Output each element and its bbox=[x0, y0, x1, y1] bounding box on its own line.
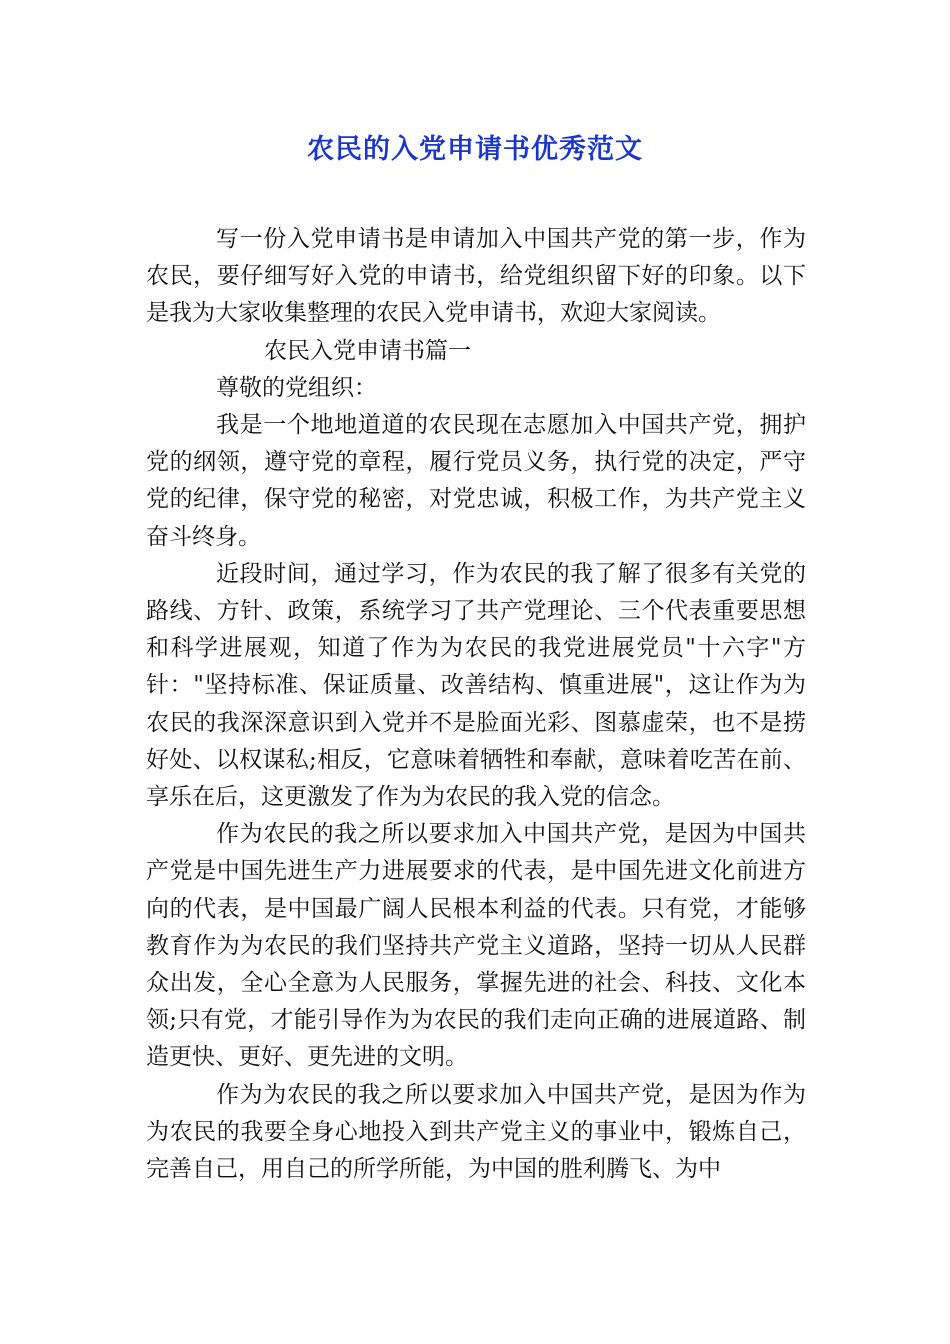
body-paragraph: 作为农民的我之所以要求加入中国共产党，是因为中国共产党是中国先进生产力进展要求的代表，是中国先进文化前进方向的代表，是中国最广阔人民根本利益的代表。只有党，才能够教育作为为农民的我们坚持共产党主义道路，坚持一切从人民群众出发，全心全意为人民服务，掌握先进的社会、科技、文化本领;只有党，才能引导作为为农民的我们走向正确的进展道路、制造更快、更好、更先进的文明。 bbox=[146, 821, 806, 1071]
body-paragraph: 近段时间，通过学习，作为农民的我了解了很多有关党的路线、方针、政策，系统学习了共产党理论、三个代表重要思想和科学进展观，知道了作为为农民的我党进展党员"十六字"方针："坚持标准、保证质量、改善结构、慎重进展"，这让作为为农民的我深深意识到入党并不是脸面光彩、图慕虚荣，也不是捞好处、以权谋私;相反，它意味着牺牲和奉献，意味着吃苦在前、享乐在后，这更激发了作为为农民的我入党的信念。 bbox=[146, 560, 806, 811]
document-title: 农民的入党申请书优秀范文 bbox=[307, 134, 643, 165]
salutation: 尊敬的党组织： bbox=[216, 374, 377, 401]
document-body bbox=[146, 221, 806, 1188]
body-paragraph: 我是一个地地道道的农民现在志愿加入中国共产党，拥护党的纲领，遵守党的章程，履行党员义务，执行党的决定，严守党的纪律，保守党的秘密，对党忠诚，积极工作，为共产党主义奋斗终身。 bbox=[146, 412, 806, 550]
intro-paragraph: 写一份入党申请书是申请加入中国共产党的第一步，作为农民，要仔细写好入党的申请书，给党组织留下好的印象。以下是我为大家收集整理的农民入党申请书，欢迎大家阅读。 bbox=[146, 226, 806, 327]
body-paragraph: 作为为农民的我之所以要求加入中国共产党，是因为作为为农民的我要全身心地投入到共产党主义的事业中，锻炼自己，完善自己，用自己的所学所能，为中国的胜利腾飞、为中 bbox=[146, 1081, 806, 1183]
section-heading: 农民入党申请书篇一 bbox=[264, 337, 471, 364]
